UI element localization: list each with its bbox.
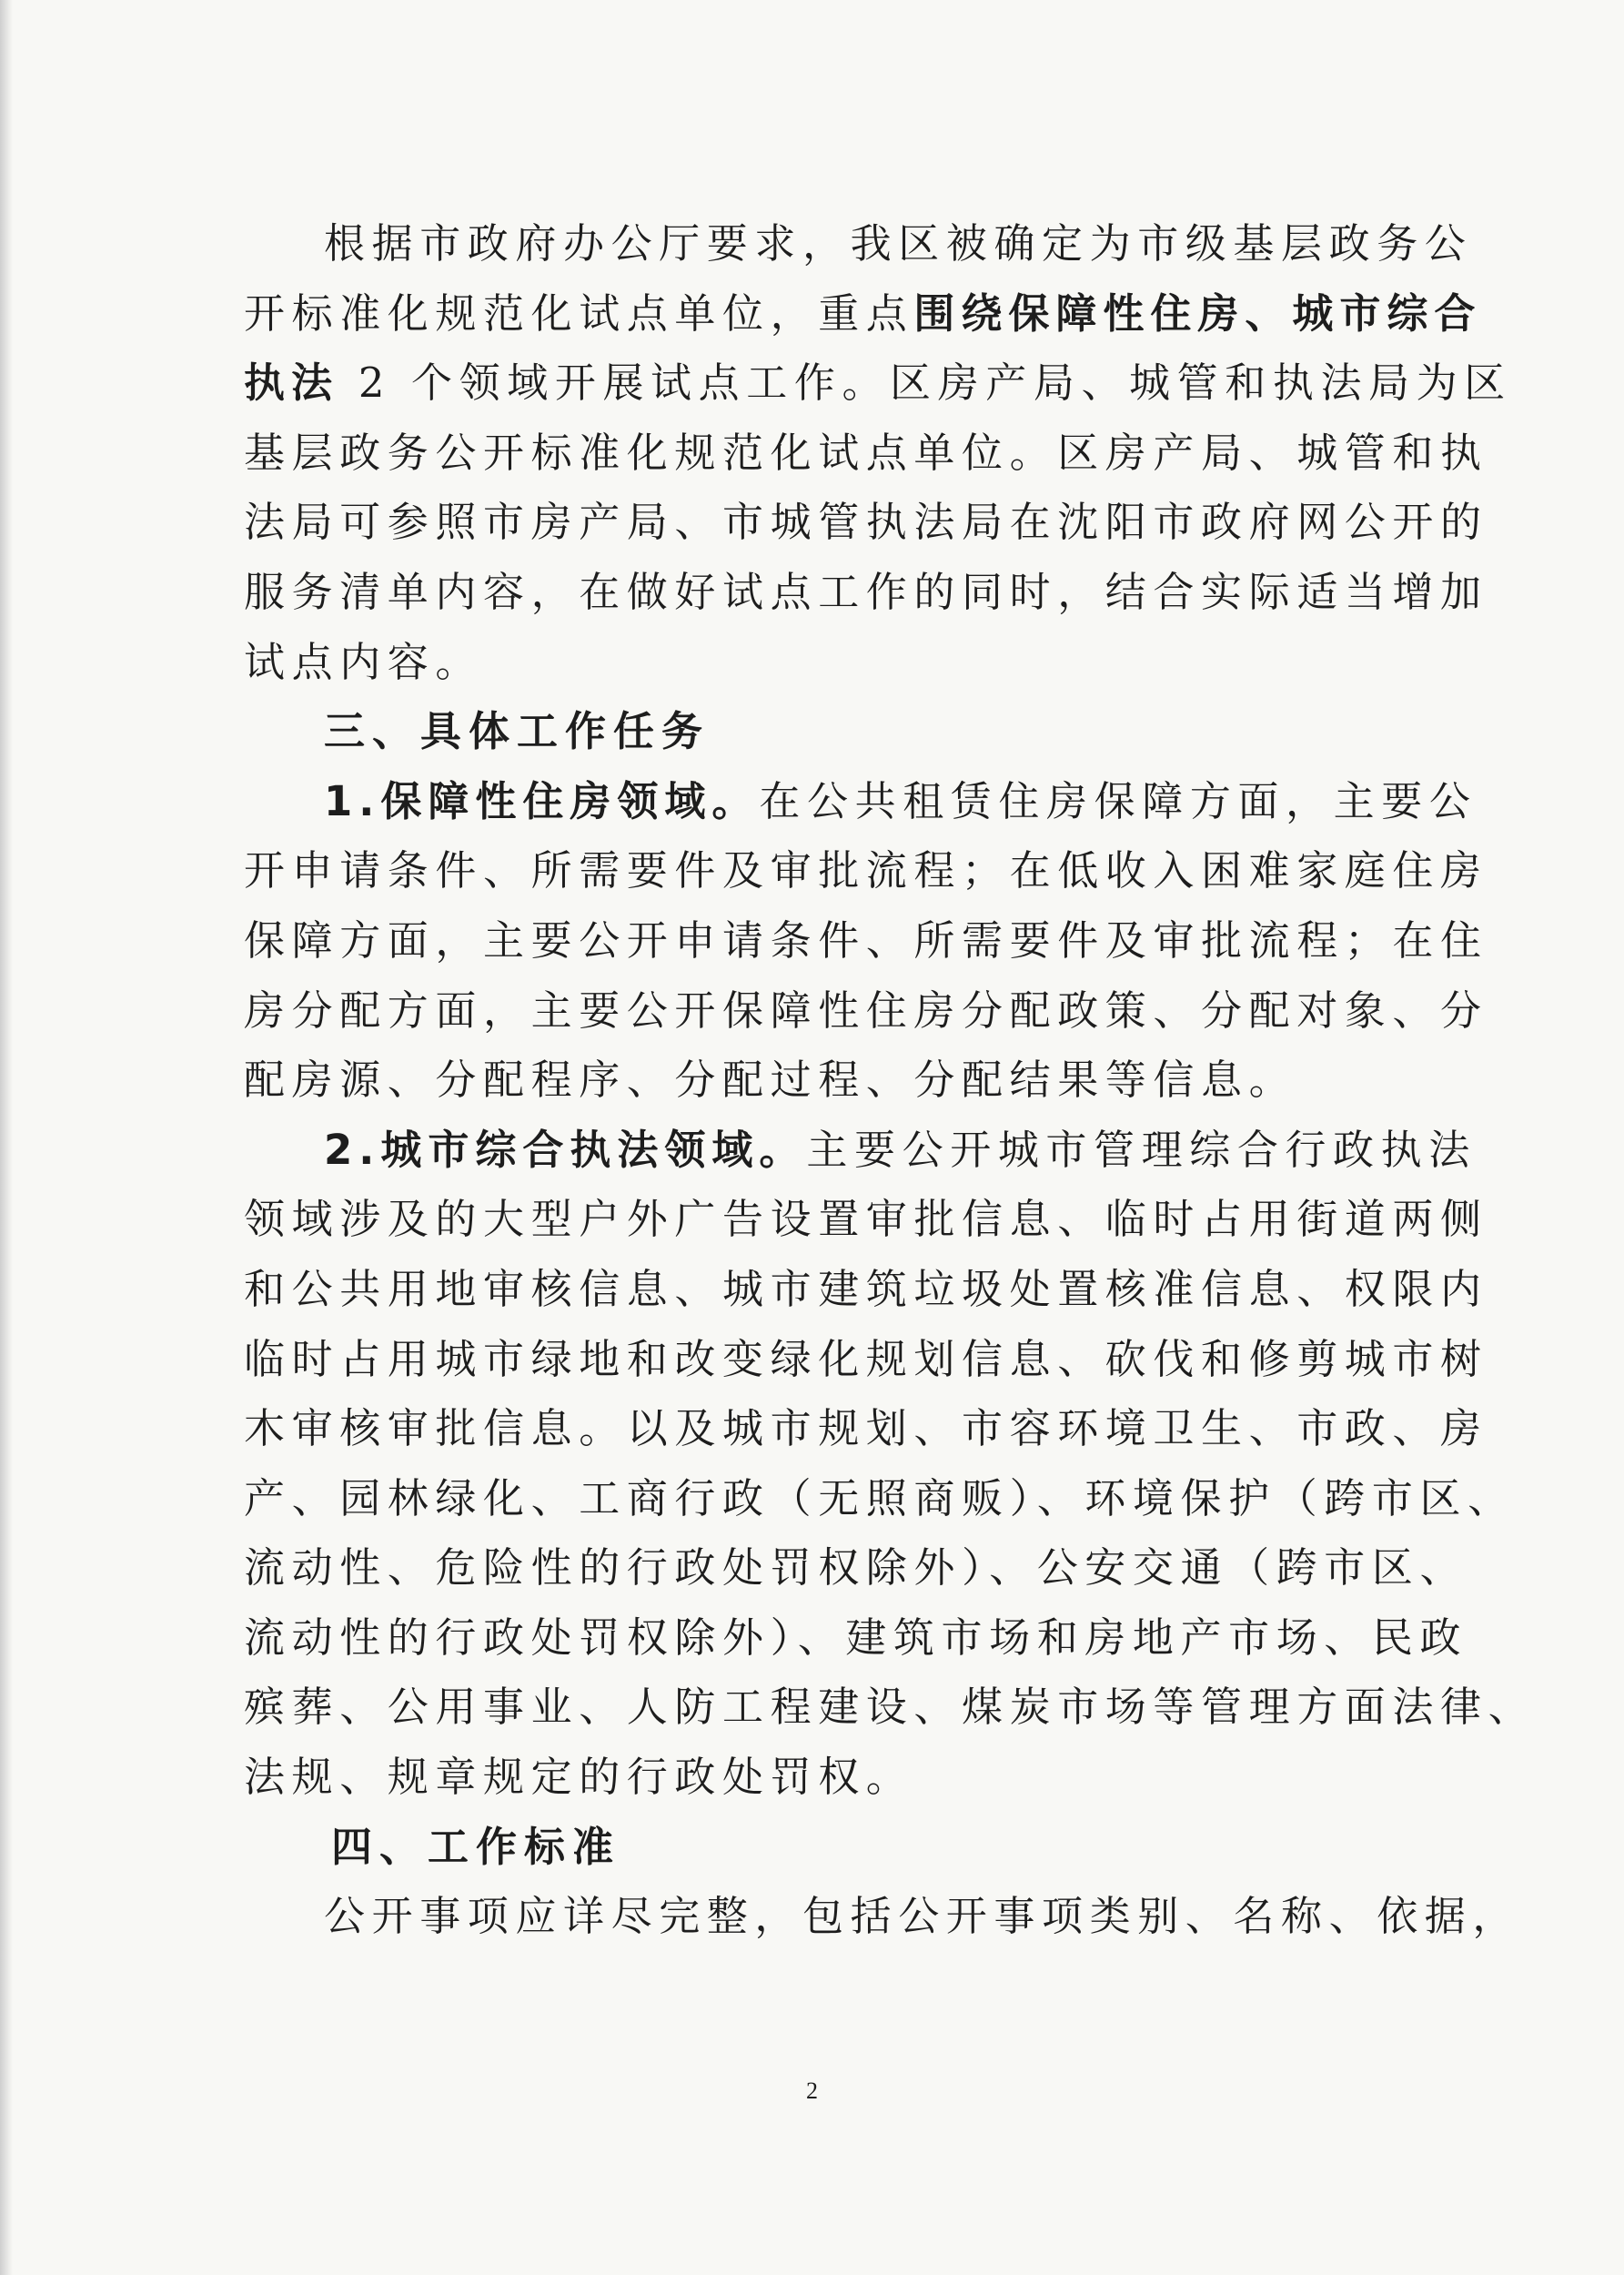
page-number: 2: [806, 2078, 818, 2104]
paragraph-line: 法规、规章规定的行政处罚权。: [244, 1753, 914, 1802]
task-1-title: 保障性住房领域。: [380, 776, 760, 825]
paragraph-line: 木审核审批信息。以及城市规划、市容环境卫生、市政、房: [244, 1404, 1488, 1453]
paragraph-line: 试点内容。: [244, 637, 484, 686]
body-text: [244, 209, 1537, 1952]
section-heading-three: 三、具体工作任务: [324, 707, 711, 756]
paragraph-line: 产、园林绿化、工商行政（无照商贩）、环境保护（跨市区、: [244, 1473, 1516, 1522]
paragraph-line: 保障方面，主要公开申请条件、所需要件及审批流程；在住: [244, 915, 1488, 965]
paragraph-line: 基层政务公开标准化规范化试点单位。区房产局、城管和执: [244, 428, 1488, 477]
paragraph-line: 领域涉及的大型户外广告设置审批信息、临时占用街道两侧: [244, 1195, 1488, 1244]
paragraph-line: 流动性的行政处罚权除外）、建筑市场和房地产市场、民政: [244, 1613, 1468, 1662]
paragraph-line: 服务清单内容，在做好试点工作的同时，结合实际适当增加: [244, 567, 1488, 616]
paragraph-line: 流动性、危险性的行政处罚权除外）、公安交通（跨市区、: [244, 1543, 1468, 1592]
task-2-number: 2.: [324, 1125, 381, 1174]
paragraph-line: 执法 2 个领域开展试点工作。区房产局、城管和执法局为区: [244, 359, 1512, 408]
task-1-number: 1.: [324, 776, 381, 825]
emphasis-text: 执法: [244, 359, 339, 408]
paragraph-line: 房分配方面，主要公开保障性住房分配政策、分配对象、分: [244, 986, 1488, 1035]
paragraph-line: 开标准化规范化试点单位，重点围绕保障性住房、城市综合: [244, 288, 1482, 338]
task-2-first-line: 2.城市综合执法领域。主要公开城市管理综合行政执法: [324, 1125, 1477, 1174]
paragraph-line: 和公共用地审核信息、城市建筑垃圾处置核准信息、权限内: [244, 1264, 1488, 1313]
paragraph-line: 临时占用城市绿地和改变绿化规划信息、砍伐和修剪城市树: [244, 1334, 1488, 1383]
paragraph-line: 配房源、分配程序、分配过程、分配结果等信息。: [244, 1056, 1297, 1105]
task-2-title: 城市综合执法领域。: [380, 1125, 807, 1174]
paragraph-line: 公开事项应详尽完整，包括公开事项类别、名称、依据，: [324, 1892, 1521, 1941]
emphasis-text: 围绕保障性住房、城市综合: [913, 288, 1482, 338]
task-1-first-line: 1.保障性住房领域。在公共租赁住房保障方面，主要公: [324, 776, 1478, 825]
paragraph-line: 开申请条件、所需要件及审批流程；在低收入困难家庭住房: [244, 846, 1488, 895]
paragraph-line: 法局可参照市房产局、市城管执法局在沈阳市政府网公开的: [244, 498, 1488, 547]
paragraph-line: 根据市政府办公厅要求，我区被确定为市级基层政务公: [324, 219, 1473, 268]
paragraph-line: 殡葬、公用事业、人防工程建设、煤炭市场等管理方面法律、: [244, 1683, 1537, 1732]
scan-edge: [0, 0, 13, 2275]
section-heading-four: 四、工作标准: [331, 1822, 621, 1871]
